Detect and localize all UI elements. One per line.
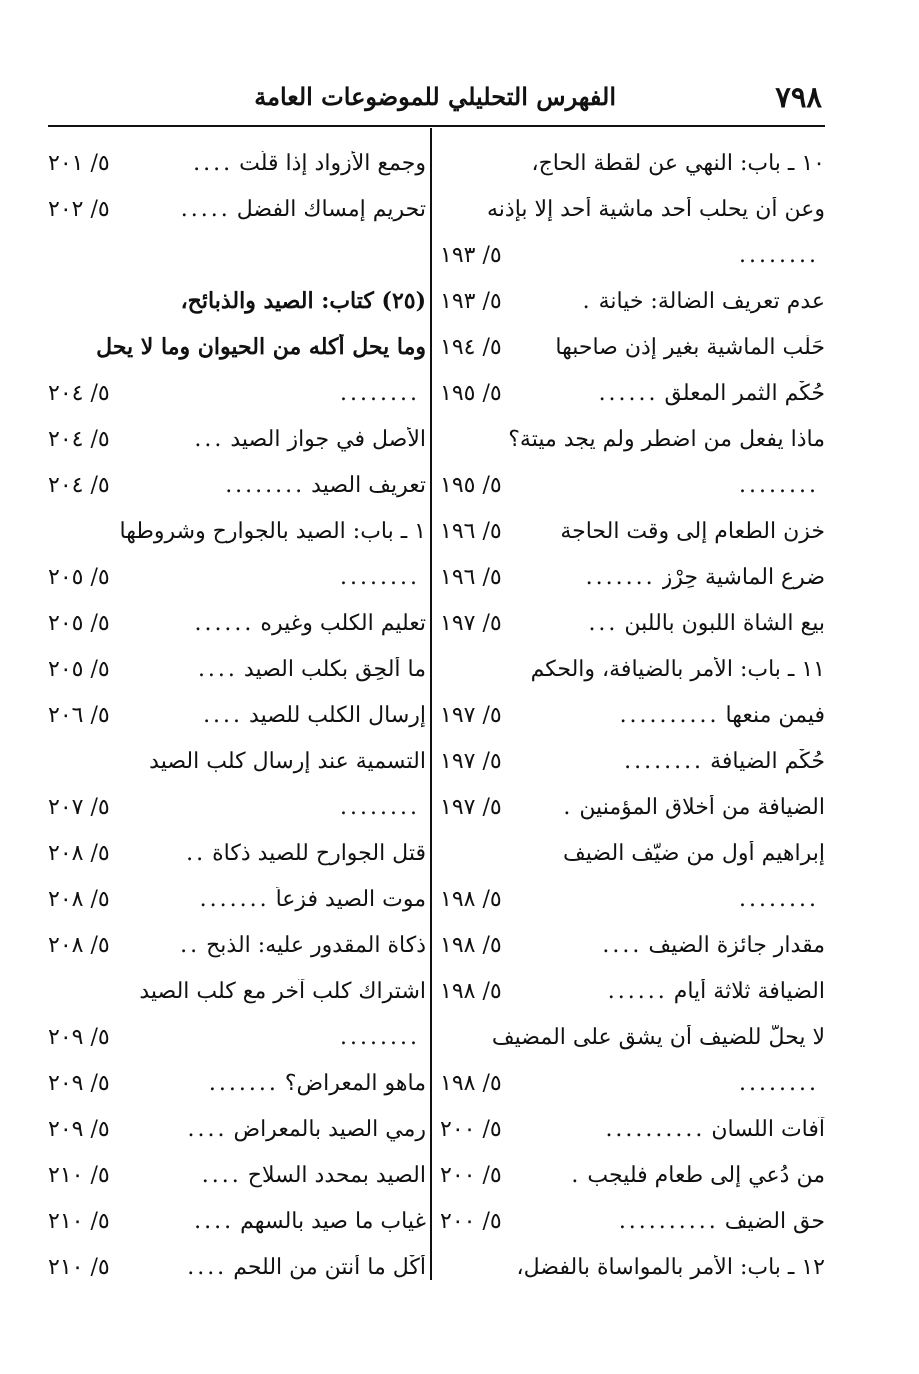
left-index-column (48, 140, 426, 1290)
entry-page-reference: ٥/ ٢٠٠ (440, 1162, 502, 1188)
entry-page-reference: ٥/ ١٩٦ (440, 518, 502, 544)
entry-leader-dots: .... (203, 702, 244, 728)
index-entry (48, 646, 426, 692)
entry-page-reference: ٥/ ١٩٥ (440, 380, 502, 406)
entry-page-reference: ٥/ ٢٠١ (48, 150, 110, 176)
index-entry (440, 738, 825, 784)
entry-text: حُكْم الضيافة (710, 748, 825, 774)
index-entry (440, 370, 825, 416)
entry-text: تعريف الصيد (311, 472, 426, 498)
index-entry (440, 278, 825, 324)
entry-leader-dots: ....... (208, 1070, 279, 1096)
index-entry (440, 1106, 825, 1152)
entry-leader-dots: .... (193, 150, 234, 176)
index-entry (48, 600, 426, 646)
index-entry (48, 830, 426, 876)
index-entry (440, 1014, 825, 1060)
entry-text: وجمع الأزواد إذا قلّت (239, 150, 426, 176)
entry-leader-dots: ... (194, 426, 225, 452)
entry-page-reference: ٥/ ٢٠٩ (48, 1070, 110, 1096)
entry-page-reference: ٥/ ٢٠٤ (48, 472, 110, 498)
entry-text: مقدار جائزة الضيف (648, 932, 825, 958)
entry-text: التسمية عند إرسال كلب الصيد (149, 748, 426, 774)
entry-leader-dots: .... (187, 1116, 228, 1142)
index-entry (440, 462, 825, 508)
entry-leader-dots: . (571, 1162, 582, 1188)
index-entry (440, 508, 825, 554)
index-entry (48, 968, 426, 1014)
entry-page-reference: ٥/ ٢٠٢ (48, 196, 110, 222)
index-entry (48, 370, 426, 416)
entry-text: آفات اللسان (711, 1116, 825, 1142)
running-title: الفهرس التحليلي للموضوعات العامة (254, 82, 616, 111)
entry-text: غياب ما صيد بالسهم (240, 1208, 426, 1234)
entry-text: ١١ ـ باب: الأمر بالضيافة، والحكم (530, 656, 825, 682)
entry-page-reference: ٥/ ١٩٧ (440, 610, 502, 636)
entry-text: رمي الصيد بالمعراض (233, 1116, 426, 1142)
entry-page-reference: ٥/ ٢٠٦ (48, 702, 110, 728)
entry-page-reference: ٥/ ٢٠٨ (48, 932, 110, 958)
entry-leader-dots: ....... (199, 886, 270, 912)
index-entry (48, 416, 426, 462)
entry-page-reference: ٥/ ٢٠٩ (48, 1116, 110, 1142)
index-entry (48, 508, 426, 554)
index-entry (48, 324, 426, 370)
entry-leader-dots: ........ (340, 564, 420, 590)
index-entry (440, 416, 825, 462)
entry-page-reference: ٥/ ٢١٠ (48, 1162, 110, 1188)
entry-text: حق الضيف (724, 1208, 825, 1234)
index-entry (48, 1152, 426, 1198)
index-entry (440, 876, 825, 922)
entry-leader-dots: ...... (598, 380, 659, 406)
index-entry (440, 784, 825, 830)
index-entry (440, 140, 825, 186)
entry-leader-dots: ........ (739, 242, 819, 268)
index-entry (440, 830, 825, 876)
entry-page-reference: ٥/ ٢٠٠ (440, 1208, 502, 1234)
index-entry (48, 1198, 426, 1244)
entry-page-reference: ٥/ ١٩٣ (440, 242, 502, 268)
entry-text: الأصل في جواز الصيد (230, 426, 426, 452)
index-entry (48, 140, 426, 186)
index-entry (48, 278, 426, 324)
entry-text: عدم تعريف الضالة: خيانة (598, 288, 825, 314)
entry-page-reference: ٥/ ١٩٤ (440, 334, 502, 360)
index-entry (440, 186, 825, 232)
entry-leader-dots: .... (194, 1208, 235, 1234)
entry-text: ماذا يفعل من اضطر ولم يجد ميتة؟ (508, 426, 825, 452)
entry-page-reference: ٥/ ٢٠٤ (48, 426, 110, 452)
index-entry (440, 646, 825, 692)
entry-leader-dots: .. (180, 932, 201, 958)
entry-text: بيع الشاة اللبون باللبن (624, 610, 825, 636)
entry-page-reference: ٥/ ٢١٠ (48, 1254, 110, 1280)
index-entry (440, 232, 825, 278)
entry-text: تحريم إمساك الفضل (236, 196, 426, 222)
entry-leader-dots: ........ (624, 748, 705, 774)
index-entry (440, 1198, 825, 1244)
entry-text: وعن أن يحلب أحد ماشية أحد إلا بإذنه (486, 196, 825, 222)
entry-text: حَلْب الماشية بغير إذن صاحبها (555, 334, 825, 360)
entry-page-reference: ٥/ ١٩٧ (440, 794, 502, 820)
index-entry (440, 600, 825, 646)
index-entry (440, 968, 825, 1014)
entry-text: إبراهيم أول من ضيّف الضيف (563, 840, 825, 866)
index-entry (440, 922, 825, 968)
entry-text: لا يحلّ للضيف أن يشق على المضيف (491, 1024, 825, 1050)
entry-page-reference: ٥/ ١٩٦ (440, 564, 502, 590)
entry-text: فيمن منعها (725, 702, 825, 728)
entry-page-reference: ٥/ ١٩٧ (440, 702, 502, 728)
entry-page-reference: ٥/ ١٩٥ (440, 472, 502, 498)
entry-text: ماهو المعراض؟ (284, 1070, 426, 1096)
entry-page-reference: ٥/ ٢٠٥ (48, 656, 110, 682)
index-entry (48, 922, 426, 968)
index-entry (48, 692, 426, 738)
entry-leader-dots: ........ (739, 472, 819, 498)
entry-page-reference: ٥/ ١٩٨ (440, 978, 502, 1004)
entry-text: ذكاة المقدور عليه: الذبح (206, 932, 426, 958)
entry-page-reference: ٥/ ٢٠٨ (48, 886, 110, 912)
index-entry (48, 186, 426, 232)
entry-text: الضيافة من أخلاق المؤمنين (579, 794, 825, 820)
entry-leader-dots: ........ (340, 794, 420, 820)
entry-text: ضرع الماشية حِرْز (661, 564, 825, 590)
index-entry (48, 784, 426, 830)
entry-leader-dots: ........ (340, 1024, 420, 1050)
entry-text: من دُعي إلى طعام فليجب (587, 1162, 825, 1188)
entry-text: موت الصيد فزعاً (275, 886, 426, 912)
entry-leader-dots: ........ (739, 886, 819, 912)
index-entry (48, 554, 426, 600)
index-entry (440, 1060, 825, 1106)
index-entry (48, 1014, 426, 1060)
index-entry (440, 692, 825, 738)
index-entry (48, 738, 426, 784)
entry-text: ١٠ ـ باب: النهي عن لقطة الحاج، (531, 150, 825, 176)
index-entry (48, 1244, 426, 1290)
index-entry (48, 876, 426, 922)
entry-text: ما أُلحِق بكلب الصيد (243, 656, 426, 682)
entry-page-reference: ٥/ ١٩٨ (440, 1070, 502, 1096)
entry-page-reference: ٥/ ٢١٠ (48, 1208, 110, 1234)
entry-page-reference: ٥/ ٢٠٠ (440, 1116, 502, 1142)
entry-page-reference: ٥/ ١٩٨ (440, 886, 502, 912)
index-entry (48, 1106, 426, 1152)
entry-text: اشتراك كلب آخر مع كلب الصيد (139, 978, 426, 1004)
entry-leader-dots: .......... (619, 702, 720, 728)
entry-leader-dots: ...... (194, 610, 255, 636)
entry-leader-dots: .... (201, 1162, 242, 1188)
index-entry (440, 554, 825, 600)
entry-page-reference: ٥/ ١٩٨ (440, 932, 502, 958)
entry-leader-dots: ........ (225, 472, 306, 498)
entry-text: (٢٥) كتاب: الصيد والذبائح، (180, 288, 426, 314)
index-entry (48, 1060, 426, 1106)
entry-leader-dots: .......... (618, 1208, 719, 1234)
entry-page-reference: ٥/ ١٩٧ (440, 748, 502, 774)
entry-leader-dots: .......... (605, 1116, 706, 1142)
entry-text: تعليم الكلب وغيره (260, 610, 426, 636)
index-entry (440, 1244, 825, 1290)
right-index-column (440, 140, 825, 1290)
entry-leader-dots: ....... (585, 564, 656, 590)
entry-text: إرسال الكلب للصيد (249, 702, 426, 728)
entry-leader-dots: .. (186, 840, 207, 866)
entry-leader-dots: ... (588, 610, 619, 636)
entry-leader-dots: ........ (340, 380, 420, 406)
entry-leader-dots: ..... (180, 196, 231, 222)
entry-text: حُكْم الثمر المعلق (664, 380, 825, 406)
entry-leader-dots: .... (602, 932, 643, 958)
entry-page-reference: ٥/ ١٩٣ (440, 288, 502, 314)
entry-text: وما يحل أكله من الحيوان وما لا يحل (96, 334, 426, 360)
index-entry (440, 1152, 825, 1198)
entry-text: أَكْل ما أنتن من اللحم (233, 1254, 426, 1280)
entry-leader-dots: ...... (607, 978, 668, 1004)
entry-text: ١٢ ـ باب: الأمر بالمواساة بالفضل، (516, 1254, 825, 1280)
entry-leader-dots: .... (187, 1254, 228, 1280)
index-entry (48, 232, 426, 278)
column-divider (430, 128, 432, 1280)
entry-page-reference: ٥/ ٢٠٧ (48, 794, 110, 820)
entry-leader-dots: . (563, 794, 574, 820)
entry-text: قتل الجوارح للصيد ذكاة (212, 840, 426, 866)
entry-page-reference: ٥/ ٢٠٥ (48, 610, 110, 636)
index-entry (440, 324, 825, 370)
page-number: ٧٩٨ (775, 80, 822, 114)
entry-leader-dots: ........ (739, 1070, 819, 1096)
entry-leader-dots: . (582, 288, 593, 314)
entry-text: ١ ـ باب: الصيد بالجوارح وشروطها (119, 518, 426, 544)
entry-page-reference: ٥/ ٢٠٩ (48, 1024, 110, 1050)
page-header (52, 80, 822, 120)
entry-page-reference: ٥/ ٢٠٤ (48, 380, 110, 406)
entry-leader-dots: .... (197, 656, 238, 682)
entry-text: الصيد بمحدد السلاح (247, 1162, 426, 1188)
index-entry (48, 462, 426, 508)
entry-text: الضيافة ثلاثة أيام (673, 978, 825, 1004)
entry-page-reference: ٥/ ٢٠٥ (48, 564, 110, 590)
entry-text: خزن الطعام إلى وقت الحاجة (560, 518, 825, 544)
header-rule (48, 125, 825, 127)
entry-page-reference: ٥/ ٢٠٨ (48, 840, 110, 866)
